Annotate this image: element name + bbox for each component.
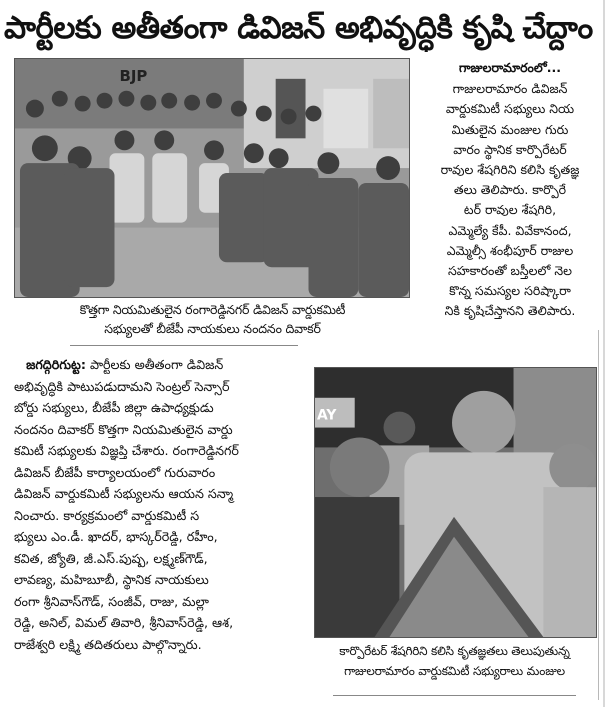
felicitation-photo bbox=[314, 367, 597, 638]
story-line: కమిటీ సభ్యులకు విజ్ఞప్తి చేశారు. రంగారెడ్డినగర్ bbox=[14, 443, 239, 458]
column-border bbox=[598, 330, 599, 700]
svg-text:BJP: BJP bbox=[119, 66, 148, 85]
group-photo bbox=[14, 58, 410, 298]
headline: పార్టీలకు అతీతంగా డివిజన్ అభివృద్ధికి కృషి చేద్దాం bbox=[4, 10, 593, 46]
story-line: రావుల శేషగిరిని కలిసి కృతజ్ఞ bbox=[440, 162, 580, 178]
caption-divider bbox=[70, 345, 298, 346]
story-line: అభివృద్ధికి పాటుపడుదామని సెంట్రల్ సెన్సార్ bbox=[14, 378, 230, 394]
felicitation-photo-image bbox=[315, 368, 596, 637]
story-line: కవిత, జ్యోతి, జీ.ఎస్.పుష్ప, లక్ష్మణ్‌గౌడ్, bbox=[14, 550, 208, 566]
story-line: డివిజన్ వార్డుకమిటీ సభ్యులను ఆయన సన్మా bbox=[14, 486, 234, 501]
main-story bbox=[14, 354, 309, 655]
story-line: ఎమ్మెల్యే కేపీ. వివేకానంద, bbox=[448, 222, 572, 238]
story-line: సహకారంతో బస్తీలలో నెల bbox=[447, 263, 573, 279]
story-line: రెడ్డి, అనిల్, విమల్ తివారి, శ్రీనివాస్‌రెడ్డి, ఆశ, bbox=[14, 615, 234, 630]
story-line: గాజులరామారం డివిజన్ bbox=[452, 81, 568, 97]
group-photo-image bbox=[15, 59, 409, 297]
caption-line: సభ్యులతో బీజేపీ నాయకులు నందనం దివాకర్ bbox=[104, 321, 321, 336]
group-photo-caption bbox=[20, 300, 405, 338]
story-line: మితులైన మంజుల గురు bbox=[451, 121, 569, 137]
story-line: రాజేశ్వరి లక్ష్మి తదితరులు పాల్గొన్నారు. bbox=[14, 636, 202, 652]
story-line: వార్డుకమిటీ సభ్యులు నియ bbox=[445, 101, 575, 117]
sidebar-story bbox=[416, 58, 604, 322]
caption-line: గాజులరామారం వార్డుకమిటీ సభ్యురాలు మంజుల bbox=[344, 664, 565, 678]
story-line: భ్యులు ఎం.డీ. ఖాదర్, భాస్కర్‌రెడ్డి, రహీం, bbox=[14, 529, 218, 544]
felicitation-photo-caption bbox=[312, 641, 597, 681]
story-line: వారం స్థానిక కార్పొరేటర్ bbox=[453, 141, 567, 157]
story-line: నికి కృషిచేస్తానని తెలిపారు. bbox=[444, 303, 576, 319]
dateline: జగద్గిరిగుట్ట: bbox=[26, 357, 86, 372]
story-line: రంగా శ్రీనివాస్‌గౌడ్, సంజీవ్, రాజు, మల్లా bbox=[14, 593, 209, 609]
story-line: లావణ్య, మహిబూబీ, స్థానిక నాయకులు bbox=[14, 572, 209, 587]
story-line: కొన్న సమస్యల సరిష్కారా bbox=[449, 283, 571, 299]
caption-divider bbox=[333, 695, 576, 696]
svg-text:AY: AY bbox=[316, 407, 337, 424]
story-line: టర్ రావుల శేషగిరి, bbox=[463, 202, 557, 218]
story-line: డివిజన్ బీజేపీ కార్యాలయంలో గురువారం bbox=[14, 464, 216, 480]
caption-line: కార్పొరేటర్ శేషగిరిని కలిసి కృతజ్ఞతలు తెలుపుతున్న bbox=[339, 644, 570, 658]
sidebar-subheading: గాజులరామారంలో... bbox=[459, 60, 561, 75]
story-line: ఎమ్మెల్సీ శంభీపూర్ రాజుల bbox=[446, 242, 574, 258]
story-line: బోర్డు సభ్యులు, బీజేపీ జిల్లా ఉపాధ్యక్షుడు bbox=[14, 400, 214, 415]
caption-line: కొత్తగా నియమితులైన రంగారెడ్డినగర్ డివిజన్ వార్డుకమిటీ bbox=[79, 302, 346, 317]
story-line: తలు తెలిపారు. కార్పొరే bbox=[453, 182, 567, 198]
story-line: పార్టీలకు అతీతంగా డివిజన్ bbox=[85, 357, 224, 372]
story-line: నందనం దివాకర్ కొత్తగా నియమితులైన వార్డు bbox=[14, 421, 233, 437]
story-first-line bbox=[14, 354, 309, 376]
story-line: నించారు. కార్యక్రమంలో వార్డుకమిటీ స bbox=[14, 507, 200, 523]
